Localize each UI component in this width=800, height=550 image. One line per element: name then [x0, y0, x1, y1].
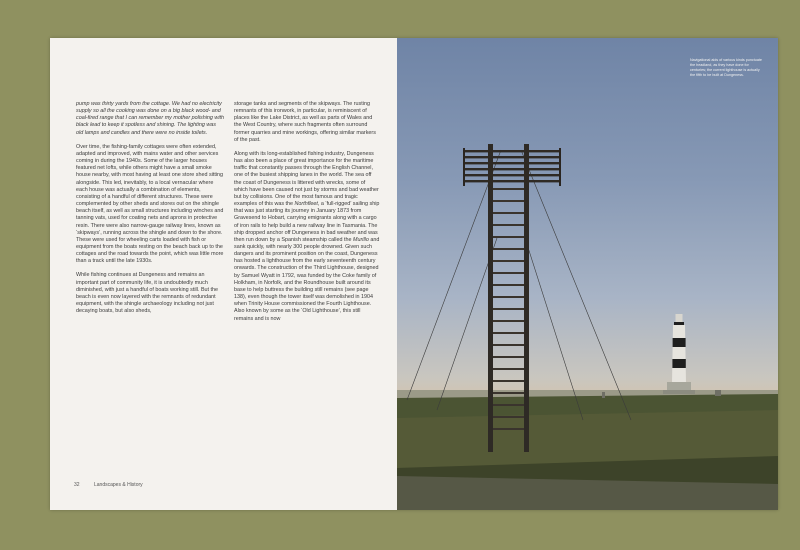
body-paragraph — [234, 151, 380, 323]
distant-building — [602, 392, 605, 398]
text-column-left — [76, 101, 224, 322]
body-paragraph: storage tanks and segments of the skipways. The rusting remnants of this ironwork, in particular, is reminiscent of places like the Lake District, as well as parts of Wales and the West Country, where such fragments often surround former quarries and mine workings, offering similar markers of the past. — [234, 101, 376, 143]
steamship-name: Murillo — [352, 236, 369, 243]
photo-caption: Navigational aids of various kinds punctuate the headland, as they have done for centuries; the current lighthouse is actually the fifth to be built at Dungeness. — [690, 58, 762, 78]
body-text: , a ‘full-rigged’ sailing ship that was just starting its journey in January 1873 from Gravesend to Hobart, carrying emigrants along with a cargo of iron rails to help build a new railway line in Tasmania. The ship dropped anchor off Dungeness in bad weather and was then run down by a Spanish steamship called the — [234, 201, 380, 243]
quote-paragraph: pump was thirty yards from the cottage. We had no electricity supply so all the cooking was done on a big black wood- and coal-fired range that I can remember my mother polishing with black lead to keep it spotless and shining. The lighting was old lamps and candles and there were no inside toilets. — [76, 101, 225, 136]
book-spread — [50, 38, 778, 510]
left-page — [50, 38, 397, 510]
body-text: and sank quickly, with nearly 300 people drowned. Given such dangers and its prominent position on the coast, Dungeness has hosted a lighthouse from the early seventeenth century onwards. The construction of the Third Lighthouse, designed by Samuel Wyatt in 1792, was funded by the Coke family of Holkham, in Norfolk, and the Roundhouse built around its base to help buttress the building still remains (see page 138), even though the tower itself was demolished in 1904 when Trinity House commissioned the Fourth Lighthouse. Also known by some as the ‘Old Lighthouse’, this still remains and is now — [234, 236, 380, 322]
body-paragraph: While fishing continues at Dungeness and remains an important part of community life, it is undoubtedly much diminished, with just a handful of boats working still. But the beach is even now layered with the remnants of redundant equipment, with the shingle archaeology including not just decaying boats, but also sheds, — [76, 272, 219, 315]
text-column-right — [234, 101, 380, 330]
photo-landscape — [397, 38, 778, 510]
section-title: Landscapes & History — [94, 482, 143, 488]
distant-building — [715, 390, 721, 396]
lighthouse — [663, 314, 695, 394]
right-page-photo — [397, 38, 778, 510]
body-text: Along with its long-established fishing industry, Dungeness has also been a place of great importance for the maritime traffic that constantly passes through the English Channel, one of the busiest shipping lanes in the world. The sea off the coast of Dungeness is littered with wrecks, some of which have been caused not just by storms and bad weather but by collisions. One of the most famous and tragic examples of this was the — [234, 150, 379, 208]
page-number: 32 — [74, 482, 80, 488]
ship-name: Northfleet — [294, 201, 318, 208]
body-paragraph: Over time, the fishing-family cottages were often extended, adapted and improved, with mains water and other services coming in during the 1940s. Some of the larger houses featured net lofts, while others might have a small smoke house nearby, with most having at least one store shed sitting alongside. This led, inevitably, to a local vernacular where each house was actually a combination of elements, consisting of a handful of different structures. These were complemented by other sheds and stores out on the shingle beach itself, as well as small structures including winches and tanning vats, used for coating nets and aprons in protective resin. There were also narrow-gauge railway lines, known as ‘skipways’, running across the shingle and down to the shore. These were used for wheeling carts loaded with fish or equipment from the boats resting on the beach back up to the cottages and the road towards the point, which was little more than a track until the late 1930s. — [76, 143, 224, 265]
